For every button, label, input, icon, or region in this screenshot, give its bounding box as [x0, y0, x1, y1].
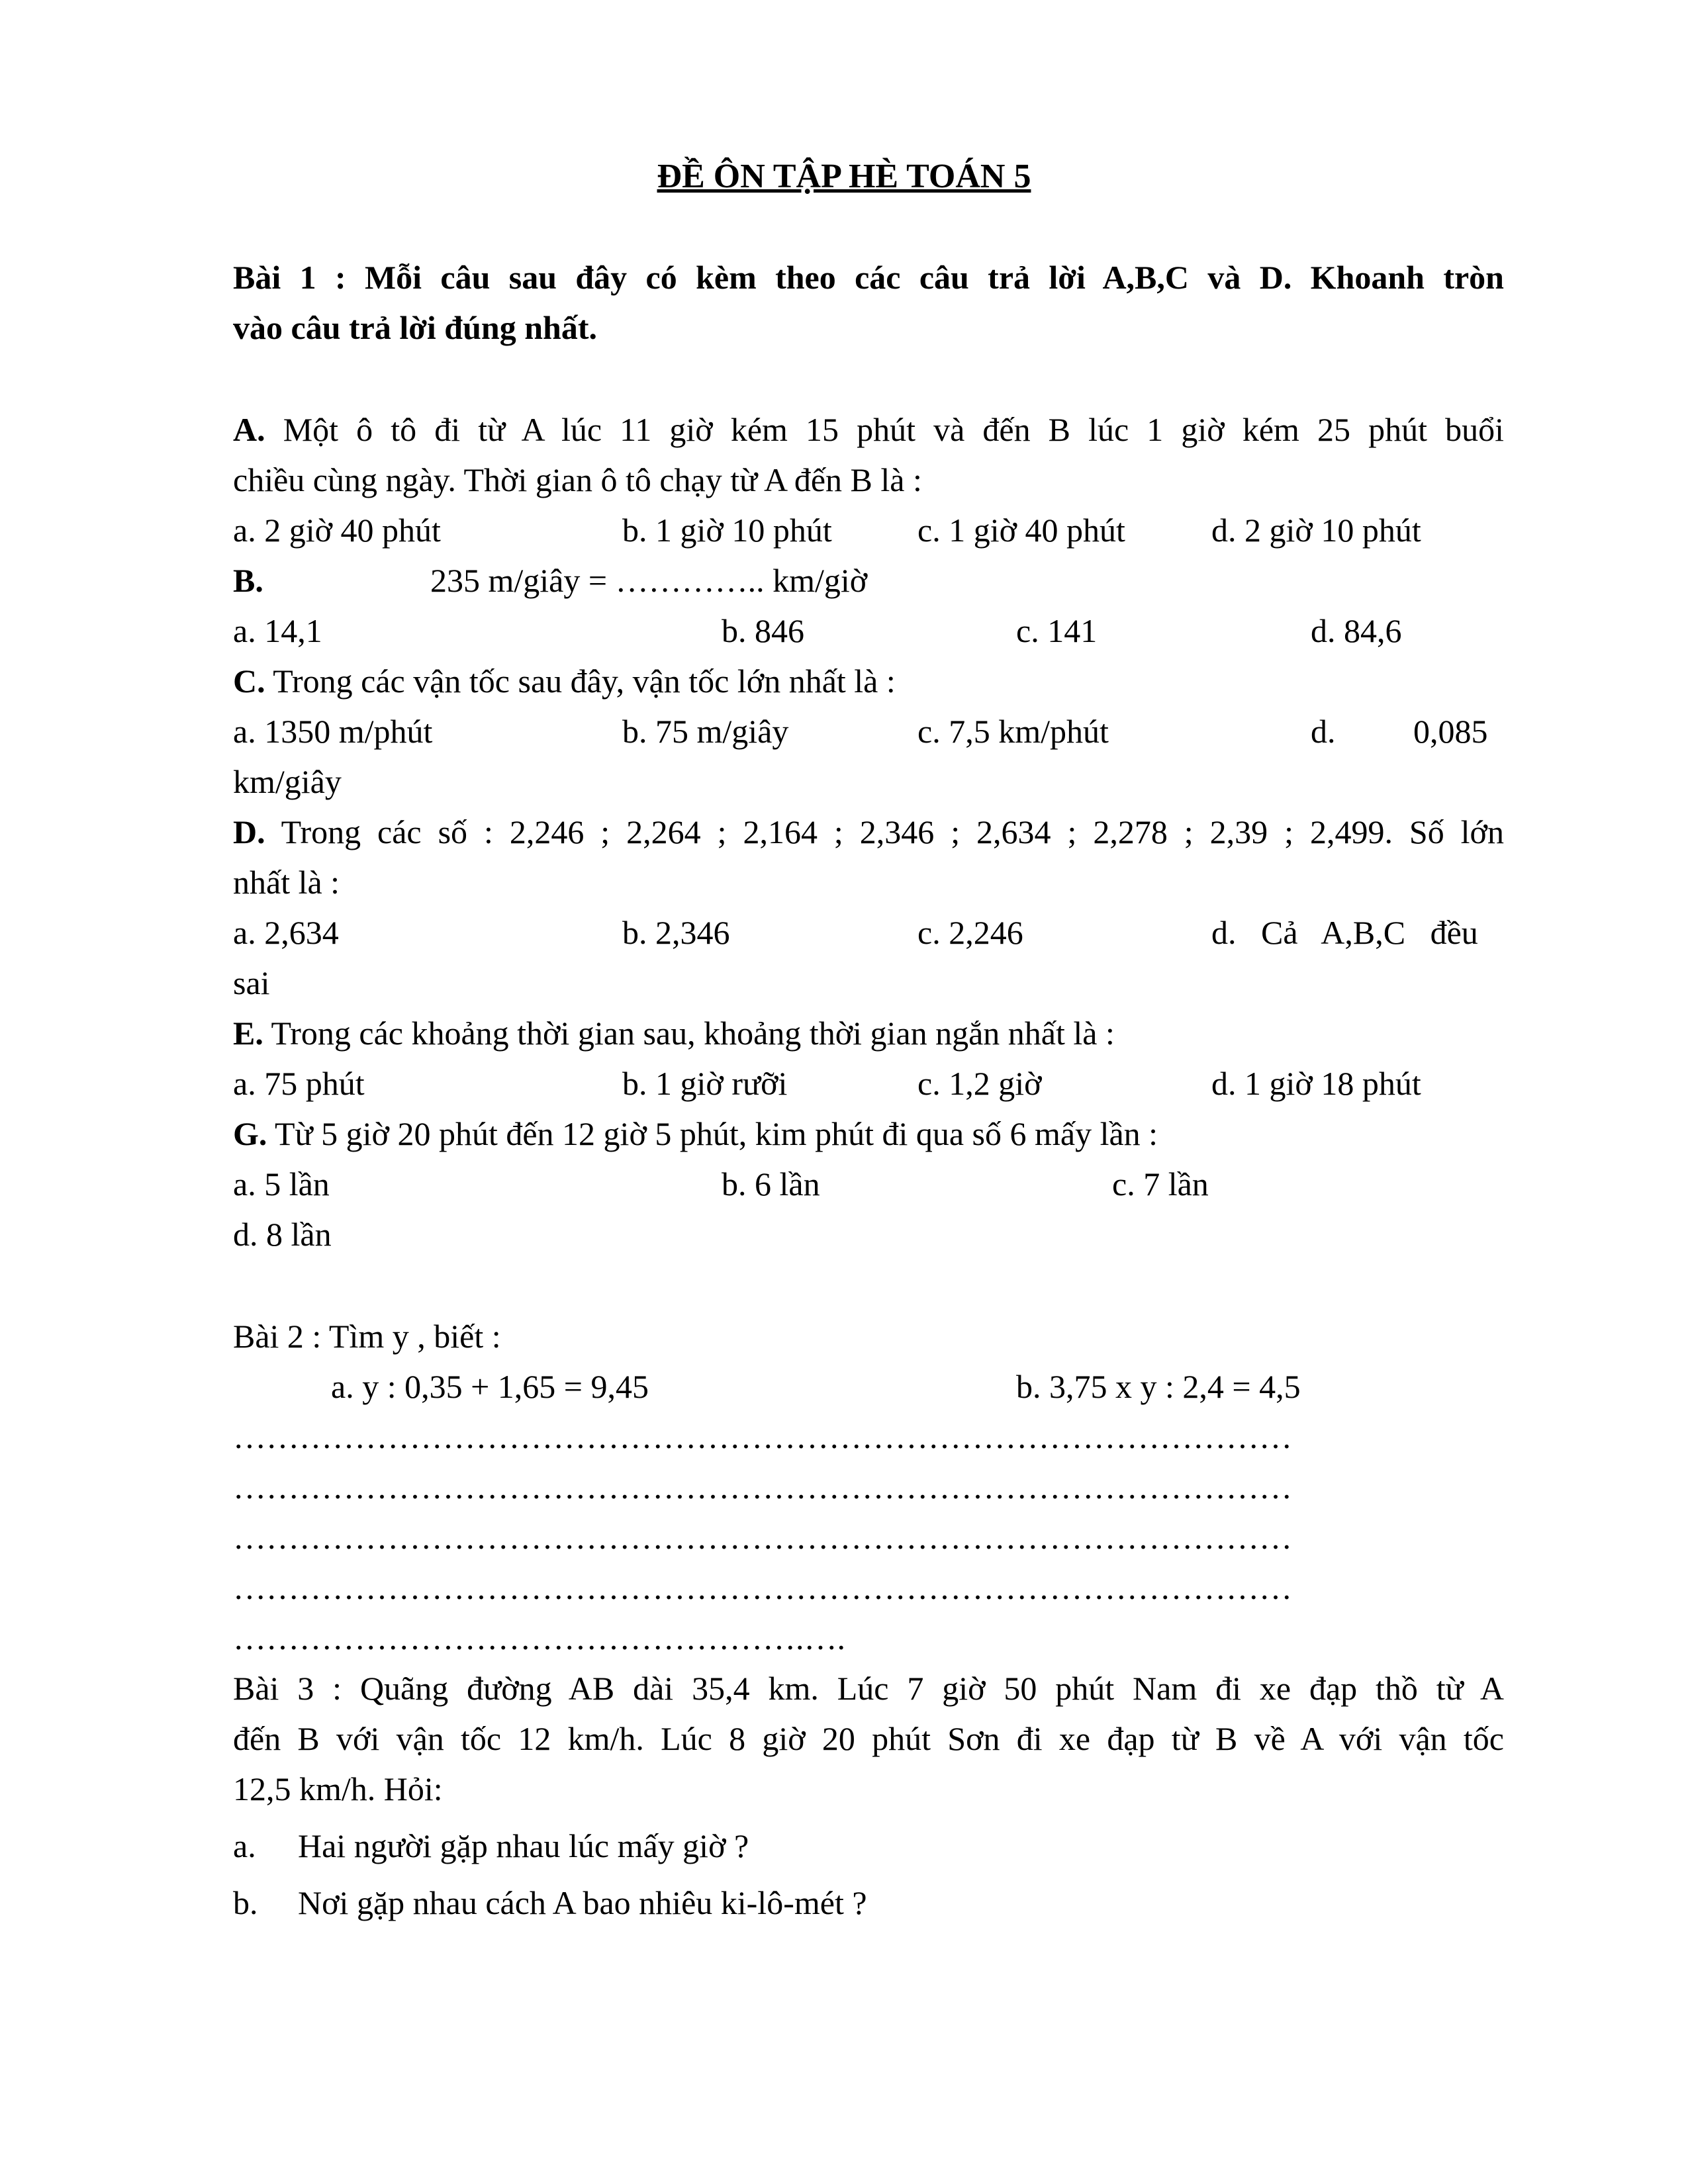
- question-e-option-a: a. 75 phút: [233, 1065, 365, 1102]
- question-g-label: G.: [233, 1115, 267, 1152]
- question-a-option-c: c. 1 giờ 40 phút: [917, 512, 1125, 549]
- question-a-line2: chiều cùng ngày. Thời gian ô tô chạy từ A đến B là :: [233, 461, 922, 498]
- question-g-option-d: d. 8 lần: [233, 1216, 332, 1253]
- answer-dotted-line-4: ……………………………………………………………………………………: [233, 1569, 1292, 1606]
- question-e-line1: [233, 1013, 1115, 1054]
- answer-dotted-line-3: ……………………………………………………………………………………: [233, 1519, 1292, 1556]
- question-d-option-c: c. 2,246: [917, 914, 1023, 951]
- bai3-item-b-marker: b.: [233, 1884, 258, 1921]
- question-e-option-b: b. 1 giờ rưỡi: [622, 1065, 788, 1102]
- page-title: ĐỀ ÔN TẬP HÈ TOÁN 5: [657, 158, 1031, 195]
- question-g-option-a: a. 5 lần: [233, 1165, 330, 1203]
- question-d-option-d-wrap: sai: [233, 964, 270, 1001]
- question-b-option-a: a. 14,1: [233, 612, 322, 649]
- question-g-option-b: b. 6 lần: [722, 1165, 820, 1203]
- question-c-option-d-start: d.: [1311, 713, 1336, 750]
- question-a-line1: [233, 409, 1504, 450]
- question-b-text: 235 m/giây = ………….. km/giờ: [430, 562, 868, 599]
- question-c-option-a: a. 1350 m/phút: [233, 713, 433, 750]
- bai3-line3: 12,5 km/h. Hỏi:: [233, 1770, 443, 1807]
- question-a-option-d: d. 2 giờ 10 phút: [1211, 512, 1421, 549]
- question-b-label: B.: [233, 562, 263, 599]
- question-d-line2: nhất là :: [233, 864, 340, 901]
- bai2-equation-a: a. y : 0,35 + 1,65 = 9,45: [331, 1368, 649, 1405]
- question-b-option-b: b. 846: [722, 612, 804, 649]
- bai3-item-a-marker: a.: [233, 1827, 256, 1864]
- question-d-option-d: d. Cả A,B,C đều: [1211, 914, 1478, 951]
- question-b-option-c: c. 141: [1016, 612, 1098, 649]
- question-c-label: C.: [233, 662, 265, 700]
- question-d-option-b: b. 2,346: [622, 914, 730, 951]
- question-e-option-c: c. 1,2 giờ: [917, 1065, 1042, 1102]
- bai1-heading-line2: vào câu trả lời đúng nhất.: [233, 309, 597, 346]
- question-d-text: Trong các số : 2,246 ; 2,264 ; 2,164 ; 2,346 ; 2,634 ; 2,278 ; 2,39 ; 2,499. Số lớn: [265, 813, 1504, 850]
- question-e-text: Trong các khoảng thời gian sau, khoảng thời gian ngắn nhất là :: [263, 1015, 1115, 1052]
- question-d-line1: [233, 811, 1504, 852]
- question-a-option-a: a. 2 giờ 40 phút: [233, 512, 441, 549]
- question-c-option-b: b. 75 m/giây: [622, 713, 789, 750]
- bai3-item-a-text: Hai người gặp nhau lúc mấy giờ ?: [298, 1827, 749, 1864]
- question-e-option-d: d. 1 giờ 18 phút: [1211, 1065, 1421, 1102]
- question-g-option-c: c. 7 lần: [1112, 1165, 1209, 1203]
- question-e-label: E.: [233, 1015, 263, 1052]
- question-c-option-d-value: 0,085: [1413, 713, 1488, 750]
- question-a-text: Một ô tô đi từ A lúc 11 giờ kém 15 phút và đến B lúc 1 giờ kém 25 phút buổi: [265, 411, 1504, 448]
- question-c-line1: [233, 660, 896, 702]
- answer-dotted-line-2: ……………………………………………………………………………………: [233, 1469, 1292, 1506]
- question-d-label: D.: [233, 813, 265, 850]
- bai1-heading-line1: Bài 1 : Mỗi câu sau đây có kèm theo các câu trả lời A,B,C và D. Khoanh tròn: [233, 259, 1504, 296]
- bai3-item-b-text: Nơi gặp nhau cách A bao nhiêu ki-lô-mét ?: [298, 1884, 867, 1921]
- bai2-heading: Bài 2 : Tìm y , biết :: [233, 1318, 501, 1355]
- question-a-option-b: b. 1 giờ 10 phút: [622, 512, 832, 549]
- bai3-line1: Bài 3 : Quãng đường AB dài 35,4 km. Lúc 7 giờ 50 phút Nam đi xe đạp thồ từ A: [233, 1670, 1504, 1707]
- question-g-text: Từ 5 giờ 20 phút đến 12 giờ 5 phút, kim phút đi qua số 6 mấy lần :: [267, 1115, 1158, 1152]
- bai3-line2: đến B với vận tốc 12 km/h. Lúc 8 giờ 20 phút Sơn đi xe đạp từ B về A với vận tốc: [233, 1720, 1504, 1757]
- bai2-equation-b: b. 3,75 x y : 2,4 = 4,5: [1016, 1368, 1301, 1405]
- question-d-option-a: a. 2,634: [233, 914, 339, 951]
- question-c-text: Trong các vận tốc sau đây, vận tốc lớn nhất là :: [265, 662, 896, 700]
- question-g-line1: [233, 1113, 1158, 1154]
- question-c-option-d-wrap: km/giây: [233, 763, 342, 800]
- answer-dotted-line-1: ……………………………………………………………………………………: [233, 1418, 1292, 1455]
- question-c-option-c: c. 7,5 km/phút: [917, 713, 1109, 750]
- question-a-label: A.: [233, 411, 265, 448]
- answer-dotted-line-5: …………………………………………….….: [233, 1619, 845, 1657]
- question-b-option-d: d. 84,6: [1311, 612, 1402, 649]
